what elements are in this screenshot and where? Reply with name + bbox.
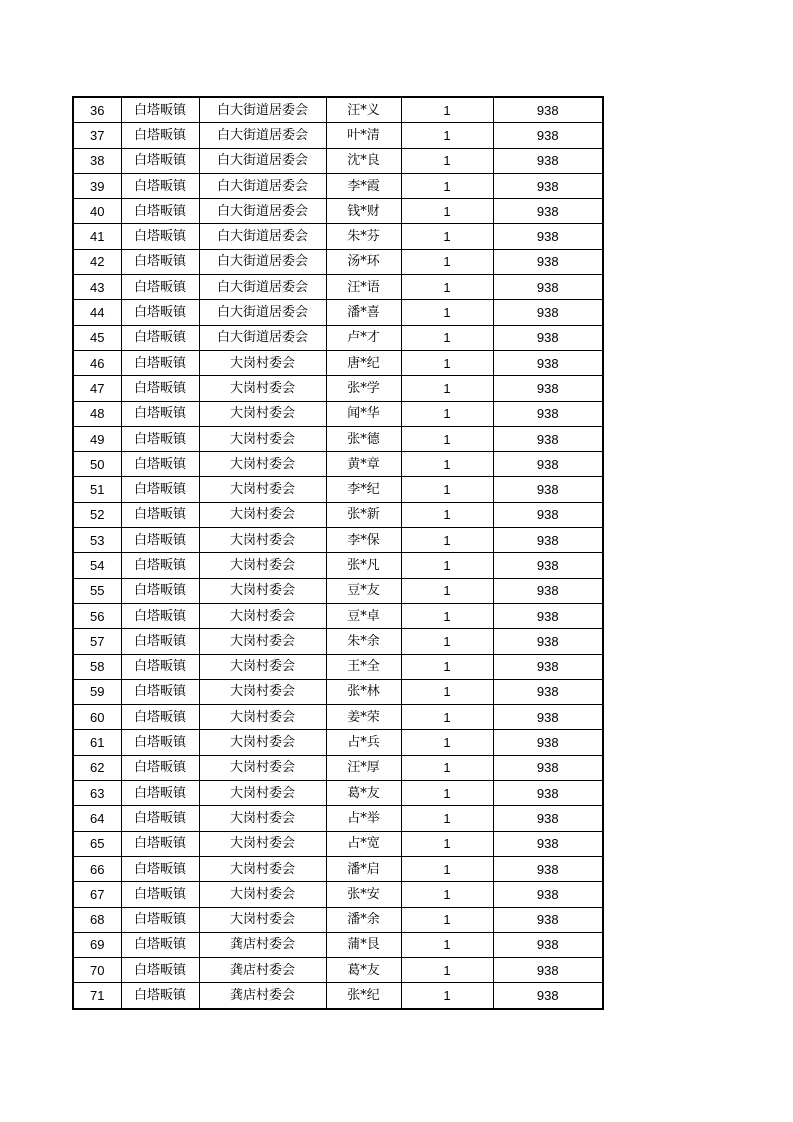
cell-count: 1	[401, 224, 493, 249]
cell-amount: 938	[493, 401, 603, 426]
cell-village: 白大街道居委会	[199, 224, 326, 249]
cell-amount: 938	[493, 477, 603, 502]
cell-name: 朱*余	[326, 629, 401, 654]
cell-amount: 938	[493, 781, 603, 806]
cell-amount: 938	[493, 654, 603, 679]
cell-name: 钱*财	[326, 199, 401, 224]
cell-town: 白塔畈镇	[121, 679, 199, 704]
cell-name: 张*德	[326, 426, 401, 451]
cell-amount: 938	[493, 578, 603, 603]
cell-seq: 66	[73, 856, 121, 881]
cell-village: 大岗村委会	[199, 856, 326, 881]
cell-village: 白大街道居委会	[199, 249, 326, 274]
cell-town: 白塔畈镇	[121, 603, 199, 628]
table-row	[73, 452, 603, 477]
cell-amount: 938	[493, 528, 603, 553]
cell-amount: 938	[493, 705, 603, 730]
cell-town: 白塔畈镇	[121, 730, 199, 755]
cell-town: 白塔畈镇	[121, 477, 199, 502]
cell-seq: 54	[73, 553, 121, 578]
table-row	[73, 528, 603, 553]
cell-seq: 70	[73, 958, 121, 983]
cell-seq: 45	[73, 325, 121, 350]
cell-seq: 40	[73, 199, 121, 224]
table-row	[73, 173, 603, 198]
cell-village: 大岗村委会	[199, 629, 326, 654]
cell-town: 白塔畈镇	[121, 300, 199, 325]
cell-amount: 938	[493, 148, 603, 173]
cell-name: 潘*余	[326, 907, 401, 932]
table-row	[73, 907, 603, 932]
cell-name: 张*学	[326, 376, 401, 401]
table-row	[73, 882, 603, 907]
cell-town: 白塔畈镇	[121, 123, 199, 148]
table-row	[73, 958, 603, 983]
cell-amount: 938	[493, 350, 603, 375]
cell-count: 1	[401, 376, 493, 401]
cell-amount: 938	[493, 983, 603, 1009]
cell-name: 张*林	[326, 679, 401, 704]
cell-amount: 938	[493, 224, 603, 249]
cell-village: 大岗村委会	[199, 376, 326, 401]
cell-count: 1	[401, 654, 493, 679]
cell-amount: 938	[493, 806, 603, 831]
cell-amount: 938	[493, 325, 603, 350]
table-row	[73, 603, 603, 628]
table-row	[73, 401, 603, 426]
table-row	[73, 705, 603, 730]
cell-name: 豆*卓	[326, 603, 401, 628]
cell-town: 白塔畈镇	[121, 148, 199, 173]
cell-seq: 49	[73, 426, 121, 451]
cell-count: 1	[401, 502, 493, 527]
cell-amount: 938	[493, 249, 603, 274]
cell-name: 占*兵	[326, 730, 401, 755]
cell-count: 1	[401, 173, 493, 198]
cell-village: 白大街道居委会	[199, 123, 326, 148]
cell-count: 1	[401, 679, 493, 704]
cell-town: 白塔畈镇	[121, 426, 199, 451]
cell-town: 白塔畈镇	[121, 502, 199, 527]
cell-village: 大岗村委会	[199, 679, 326, 704]
cell-village: 大岗村委会	[199, 502, 326, 527]
cell-town: 白塔畈镇	[121, 578, 199, 603]
cell-amount: 938	[493, 376, 603, 401]
cell-seq: 68	[73, 907, 121, 932]
cell-seq: 60	[73, 705, 121, 730]
cell-village: 白大街道居委会	[199, 300, 326, 325]
table-row	[73, 325, 603, 350]
table-row	[73, 148, 603, 173]
cell-town: 白塔畈镇	[121, 932, 199, 957]
cell-amount: 938	[493, 932, 603, 957]
cell-name: 汪*厚	[326, 755, 401, 780]
cell-name: 豆*友	[326, 578, 401, 603]
cell-village: 大岗村委会	[199, 553, 326, 578]
cell-amount: 938	[493, 452, 603, 477]
cell-count: 1	[401, 806, 493, 831]
cell-village: 白大街道居委会	[199, 325, 326, 350]
cell-seq: 37	[73, 123, 121, 148]
table-row	[73, 629, 603, 654]
table-row	[73, 502, 603, 527]
cell-town: 白塔畈镇	[121, 275, 199, 300]
cell-village: 大岗村委会	[199, 831, 326, 856]
cell-name: 朱*芬	[326, 224, 401, 249]
cell-seq: 50	[73, 452, 121, 477]
cell-amount: 938	[493, 831, 603, 856]
cell-count: 1	[401, 629, 493, 654]
cell-name: 姜*荣	[326, 705, 401, 730]
cell-town: 白塔畈镇	[121, 781, 199, 806]
cell-town: 白塔畈镇	[121, 806, 199, 831]
cell-seq: 39	[73, 173, 121, 198]
cell-town: 白塔畈镇	[121, 958, 199, 983]
cell-town: 白塔畈镇	[121, 983, 199, 1009]
table-row	[73, 477, 603, 502]
cell-name: 王*全	[326, 654, 401, 679]
cell-town: 白塔畈镇	[121, 199, 199, 224]
cell-village: 大岗村委会	[199, 426, 326, 451]
table-row	[73, 983, 603, 1009]
cell-count: 1	[401, 249, 493, 274]
cell-name: 占*举	[326, 806, 401, 831]
cell-seq: 71	[73, 983, 121, 1009]
cell-name: 葛*友	[326, 958, 401, 983]
cell-town: 白塔畈镇	[121, 528, 199, 553]
cell-seq: 58	[73, 654, 121, 679]
cell-count: 1	[401, 781, 493, 806]
cell-village: 白大街道居委会	[199, 173, 326, 198]
cell-town: 白塔畈镇	[121, 173, 199, 198]
cell-town: 白塔畈镇	[121, 705, 199, 730]
cell-count: 1	[401, 300, 493, 325]
cell-town: 白塔畈镇	[121, 553, 199, 578]
table-row	[73, 806, 603, 831]
cell-village: 白大街道居委会	[199, 97, 326, 123]
cell-name: 张*凡	[326, 553, 401, 578]
cell-count: 1	[401, 452, 493, 477]
cell-village: 大岗村委会	[199, 654, 326, 679]
cell-village: 大岗村委会	[199, 477, 326, 502]
cell-village: 大岗村委会	[199, 730, 326, 755]
cell-seq: 62	[73, 755, 121, 780]
cell-count: 1	[401, 528, 493, 553]
cell-seq: 52	[73, 502, 121, 527]
cell-count: 1	[401, 426, 493, 451]
cell-amount: 938	[493, 426, 603, 451]
cell-town: 白塔畈镇	[121, 907, 199, 932]
cell-seq: 57	[73, 629, 121, 654]
table-row	[73, 300, 603, 325]
cell-amount: 938	[493, 730, 603, 755]
cell-amount: 938	[493, 502, 603, 527]
cell-seq: 42	[73, 249, 121, 274]
cell-name: 潘*喜	[326, 300, 401, 325]
cell-town: 白塔畈镇	[121, 882, 199, 907]
cell-town: 白塔畈镇	[121, 755, 199, 780]
cell-seq: 61	[73, 730, 121, 755]
cell-amount: 938	[493, 755, 603, 780]
cell-name: 卢*才	[326, 325, 401, 350]
cell-village: 大岗村委会	[199, 452, 326, 477]
cell-amount: 938	[493, 553, 603, 578]
cell-amount: 938	[493, 97, 603, 123]
cell-count: 1	[401, 958, 493, 983]
cell-town: 白塔畈镇	[121, 224, 199, 249]
cell-name: 占*宽	[326, 831, 401, 856]
cell-name: 汤*环	[326, 249, 401, 274]
cell-village: 大岗村委会	[199, 907, 326, 932]
cell-name: 葛*友	[326, 781, 401, 806]
cell-amount: 938	[493, 679, 603, 704]
table-row	[73, 199, 603, 224]
table-row	[73, 932, 603, 957]
cell-count: 1	[401, 350, 493, 375]
cell-name: 闻*华	[326, 401, 401, 426]
cell-village: 大岗村委会	[199, 755, 326, 780]
cell-village: 龚店村委会	[199, 983, 326, 1009]
table-row	[73, 426, 603, 451]
cell-count: 1	[401, 553, 493, 578]
cell-village: 大岗村委会	[199, 401, 326, 426]
cell-village: 白大街道居委会	[199, 275, 326, 300]
cell-name: 李*保	[326, 528, 401, 553]
cell-count: 1	[401, 755, 493, 780]
cell-village: 大岗村委会	[199, 781, 326, 806]
cell-amount: 938	[493, 958, 603, 983]
table-row	[73, 679, 603, 704]
cell-seq: 46	[73, 350, 121, 375]
cell-town: 白塔畈镇	[121, 325, 199, 350]
cell-count: 1	[401, 199, 493, 224]
table-row	[73, 654, 603, 679]
cell-seq: 44	[73, 300, 121, 325]
cell-name: 蒲*艮	[326, 932, 401, 957]
table-row	[73, 123, 603, 148]
cell-village: 大岗村委会	[199, 528, 326, 553]
cell-name: 沈*良	[326, 148, 401, 173]
cell-seq: 36	[73, 97, 121, 123]
cell-name: 张*安	[326, 882, 401, 907]
cell-count: 1	[401, 401, 493, 426]
table-row	[73, 350, 603, 375]
cell-count: 1	[401, 856, 493, 881]
cell-town: 白塔畈镇	[121, 629, 199, 654]
cell-count: 1	[401, 831, 493, 856]
table-row	[73, 275, 603, 300]
table-row	[73, 831, 603, 856]
cell-seq: 65	[73, 831, 121, 856]
cell-amount: 938	[493, 173, 603, 198]
cell-town: 白塔畈镇	[121, 376, 199, 401]
cell-name: 李*霞	[326, 173, 401, 198]
cell-village: 大岗村委会	[199, 350, 326, 375]
cell-seq: 63	[73, 781, 121, 806]
cell-seq: 43	[73, 275, 121, 300]
cell-town: 白塔畈镇	[121, 350, 199, 375]
cell-village: 大岗村委会	[199, 578, 326, 603]
cell-name: 潘*启	[326, 856, 401, 881]
cell-amount: 938	[493, 907, 603, 932]
cell-count: 1	[401, 603, 493, 628]
cell-count: 1	[401, 882, 493, 907]
cell-seq: 64	[73, 806, 121, 831]
cell-village: 大岗村委会	[199, 705, 326, 730]
cell-name: 张*纪	[326, 983, 401, 1009]
cell-amount: 938	[493, 123, 603, 148]
cell-name: 张*新	[326, 502, 401, 527]
cell-village: 白大街道居委会	[199, 199, 326, 224]
cell-count: 1	[401, 148, 493, 173]
cell-count: 1	[401, 97, 493, 123]
table-row	[73, 224, 603, 249]
cell-town: 白塔畈镇	[121, 97, 199, 123]
cell-seq: 38	[73, 148, 121, 173]
cell-seq: 51	[73, 477, 121, 502]
cell-amount: 938	[493, 199, 603, 224]
cell-seq: 41	[73, 224, 121, 249]
cell-seq: 59	[73, 679, 121, 704]
cell-seq: 53	[73, 528, 121, 553]
cell-town: 白塔畈镇	[121, 856, 199, 881]
cell-village: 大岗村委会	[199, 806, 326, 831]
cell-count: 1	[401, 705, 493, 730]
table-row	[73, 856, 603, 881]
cell-count: 1	[401, 477, 493, 502]
cell-town: 白塔畈镇	[121, 831, 199, 856]
cell-town: 白塔畈镇	[121, 452, 199, 477]
cell-name: 叶*清	[326, 123, 401, 148]
cell-count: 1	[401, 578, 493, 603]
cell-seq: 55	[73, 578, 121, 603]
cell-count: 1	[401, 275, 493, 300]
cell-amount: 938	[493, 603, 603, 628]
cell-name: 汪*语	[326, 275, 401, 300]
cell-amount: 938	[493, 882, 603, 907]
table-row	[73, 755, 603, 780]
cell-village: 大岗村委会	[199, 882, 326, 907]
cell-amount: 938	[493, 856, 603, 881]
cell-town: 白塔畈镇	[121, 401, 199, 426]
table-row	[73, 781, 603, 806]
cell-seq: 47	[73, 376, 121, 401]
cell-count: 1	[401, 123, 493, 148]
cell-seq: 69	[73, 932, 121, 957]
cell-village: 龚店村委会	[199, 932, 326, 957]
cell-count: 1	[401, 907, 493, 932]
roster-table-body	[73, 97, 603, 1009]
table-row	[73, 249, 603, 274]
cell-count: 1	[401, 325, 493, 350]
cell-name: 黄*章	[326, 452, 401, 477]
table-row	[73, 97, 603, 123]
cell-village: 白大街道居委会	[199, 148, 326, 173]
cell-count: 1	[401, 932, 493, 957]
cell-amount: 938	[493, 300, 603, 325]
cell-town: 白塔畈镇	[121, 249, 199, 274]
table-row	[73, 553, 603, 578]
cell-name: 唐*纪	[326, 350, 401, 375]
cell-amount: 938	[493, 629, 603, 654]
cell-seq: 56	[73, 603, 121, 628]
cell-seq: 48	[73, 401, 121, 426]
roster-table	[72, 96, 604, 1010]
cell-amount: 938	[493, 275, 603, 300]
cell-count: 1	[401, 730, 493, 755]
cell-name: 汪*义	[326, 97, 401, 123]
cell-seq: 67	[73, 882, 121, 907]
cell-count: 1	[401, 983, 493, 1009]
cell-village: 大岗村委会	[199, 603, 326, 628]
table-row	[73, 376, 603, 401]
cell-village: 龚店村委会	[199, 958, 326, 983]
table-row	[73, 730, 603, 755]
cell-town: 白塔畈镇	[121, 654, 199, 679]
cell-name: 李*纪	[326, 477, 401, 502]
table-row	[73, 578, 603, 603]
